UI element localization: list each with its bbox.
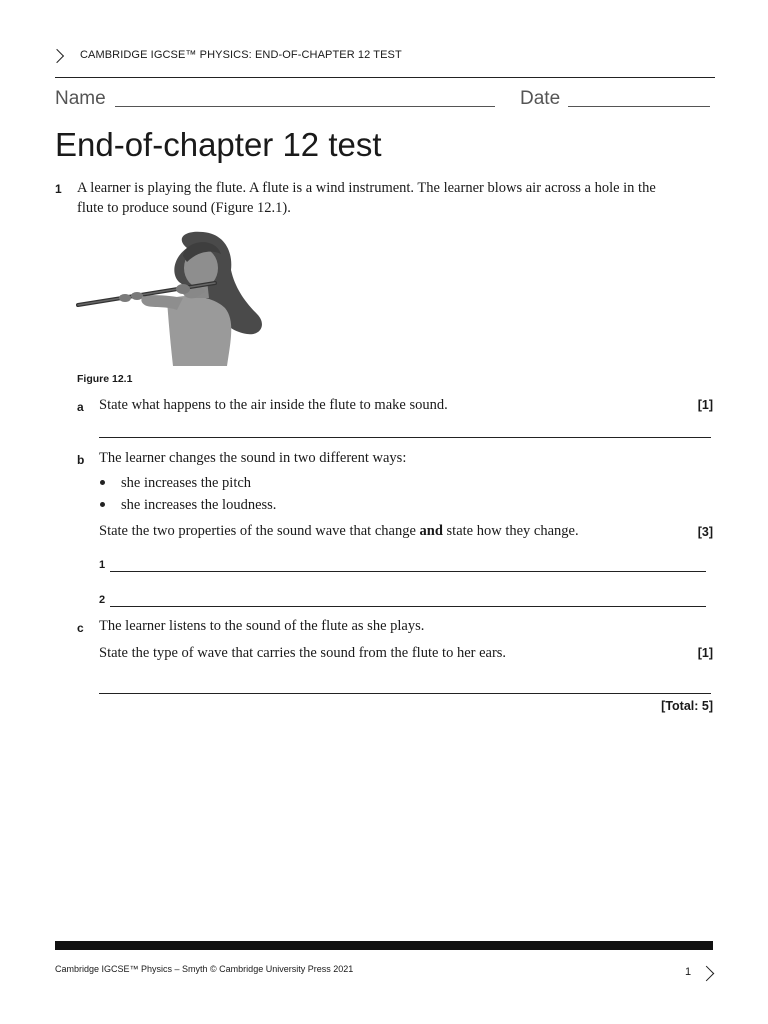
date-field[interactable] xyxy=(568,106,710,109)
part-b-instruction xyxy=(99,521,579,541)
page-title: End-of-chapter 12 test xyxy=(55,126,382,163)
part-a-text: State what happens to the air inside the flute to make sound. xyxy=(99,397,448,413)
chevron-right-icon xyxy=(50,49,64,63)
part-c-label: c xyxy=(77,621,84,635)
part-c-marks: [1] xyxy=(697,646,713,660)
part-a-marks: [1] xyxy=(697,398,713,412)
running-header: CAMBRIDGE IGCSE™ PHYSICS: END-OF-CHAPTER 12 TEST xyxy=(80,49,402,61)
question-number: 1 xyxy=(55,182,62,196)
part-a-answer-line[interactable] xyxy=(99,437,711,438)
part-b-bullet-1: she increases the pitch xyxy=(121,475,252,491)
part-b-instruction-after: state how they change. xyxy=(442,523,579,539)
question-intro-line-2: flute to produce sound (Figure 12.1). xyxy=(77,200,291,216)
part-b-answer-label-2: 2 xyxy=(99,594,106,606)
total-marks: [Total: 5] xyxy=(661,699,713,713)
part-b-answer-line-1[interactable] xyxy=(110,571,706,572)
flute-player-illustration xyxy=(75,228,270,368)
footer-bar xyxy=(55,941,713,950)
date-label: Date xyxy=(520,88,561,109)
part-b-text: The learner changes the sound in two different ways: xyxy=(99,450,407,466)
part-b-instruction-bold: and xyxy=(419,523,443,539)
bullet-icon xyxy=(100,480,105,485)
name-label: Name xyxy=(55,88,106,109)
part-b-answer-line-2[interactable] xyxy=(110,606,706,607)
part-c-answer-line[interactable] xyxy=(99,693,711,694)
part-b-bullet-2: she increases the loudness. xyxy=(121,497,277,513)
name-field[interactable] xyxy=(115,106,495,109)
question-intro-line-1: A learner is playing the flute. A flute is a wind instrument. The learner blows air across a hole in the xyxy=(77,180,656,196)
footer-credit: Cambridge IGCSE™ Physics – Smyth © Cambridge University Press 2021 xyxy=(55,964,354,974)
bullet-icon xyxy=(100,502,105,507)
figure-caption: Figure 12.1 xyxy=(77,373,133,385)
part-a-label: a xyxy=(77,400,84,414)
part-b-instruction-before: State the two properties of the sound wave that change xyxy=(99,523,420,539)
part-c-text: The learner listens to the sound of the flute as she plays. xyxy=(99,618,425,634)
part-c-instruction: State the type of wave that carries the sound from the flute to her ears. xyxy=(99,645,507,661)
part-b-label: b xyxy=(77,453,85,467)
page-number: 1 xyxy=(685,966,692,978)
part-b-marks: [3] xyxy=(697,525,713,539)
part-b-answer-label-1: 1 xyxy=(99,559,106,571)
header-rule xyxy=(55,77,715,78)
chevron-right-icon xyxy=(699,966,715,982)
